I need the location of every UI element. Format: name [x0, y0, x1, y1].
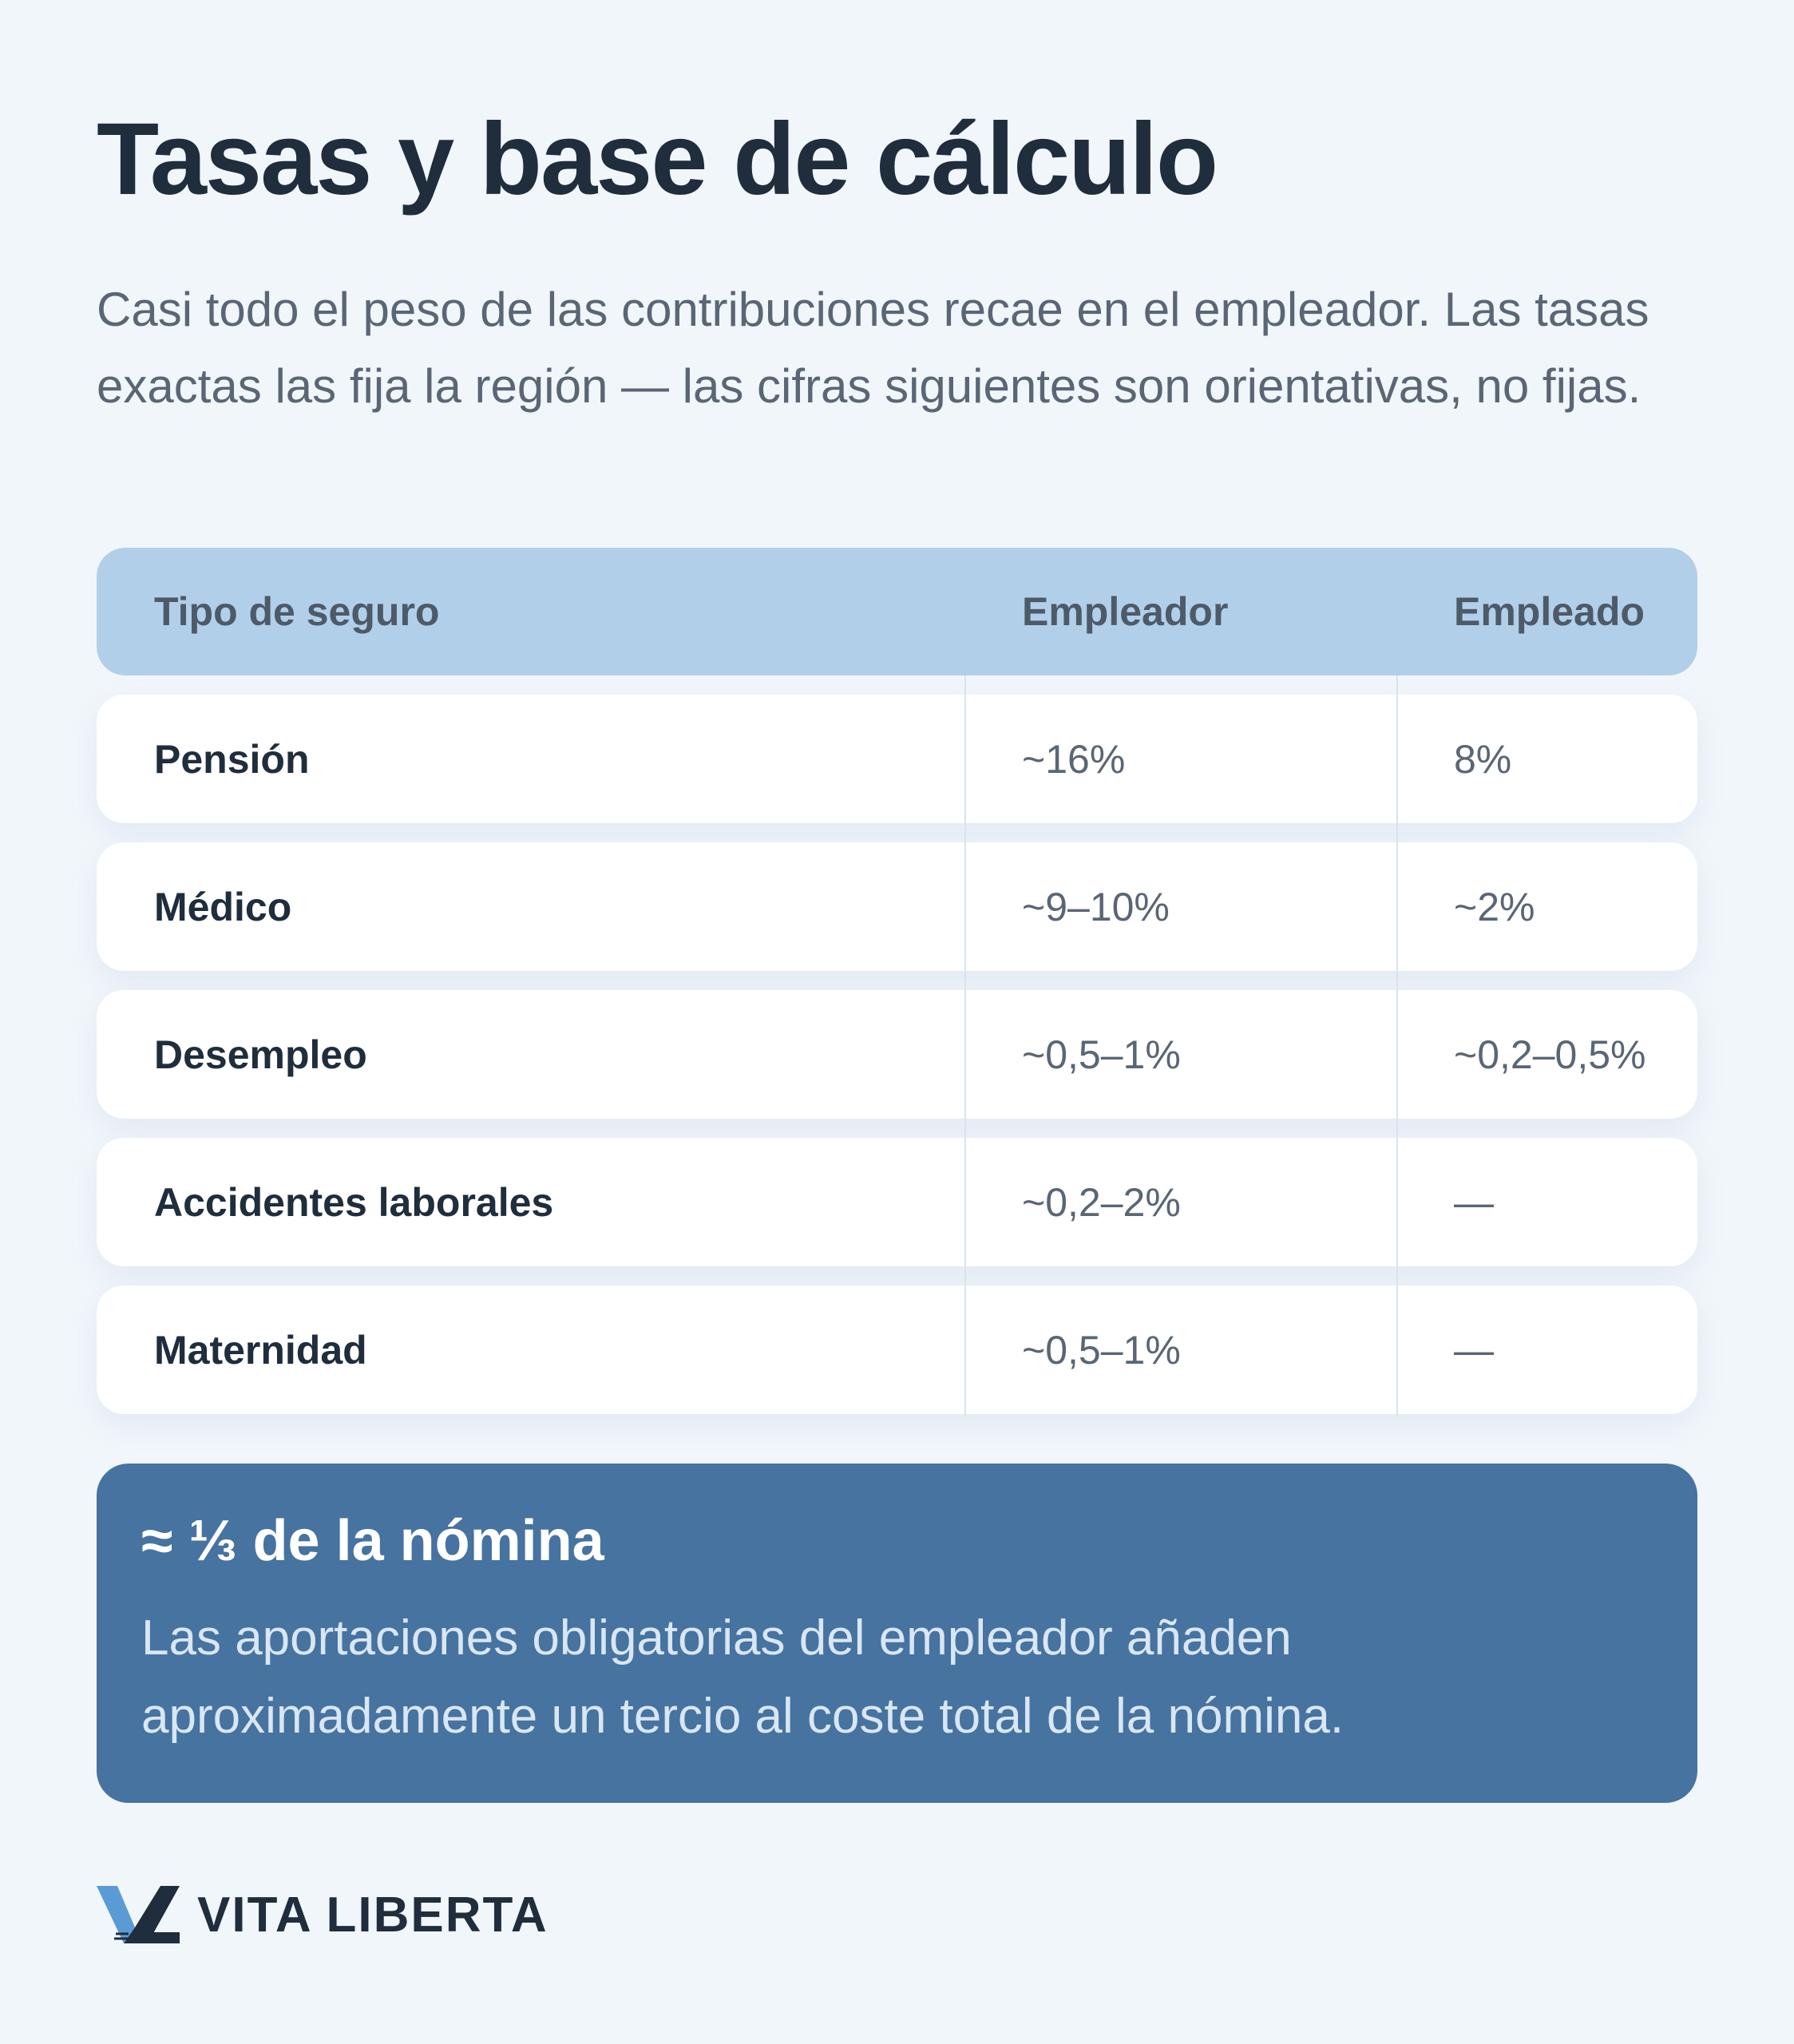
table-row-unemployment [97, 990, 1697, 1119]
employee-rate-cell: ~2% [1454, 884, 1535, 929]
rates-table [97, 548, 1697, 1416]
header-employee: Empleado [1454, 589, 1645, 634]
employee-rate-cell: — [1454, 1327, 1494, 1373]
insurance-type-cell: Médico [154, 884, 292, 929]
callout-title: ≈ ⅓ de la nómina [141, 1509, 604, 1573]
intro-paragraph: Casi todo el peso de las contribuciones recae en el empleador. Las tasas exactas las fija la región — las cifras siguientes son orientativas, no fijas. [97, 283, 1649, 413]
insurance-type-cell: Maternidad [154, 1327, 367, 1373]
vita-liberta-logo-icon [97, 1883, 180, 1947]
employer-rate-cell: ~9–10% [1022, 884, 1170, 929]
table-row-work-accidents [97, 1138, 1697, 1266]
insurance-type-cell: Accidentes laborales [154, 1179, 554, 1225]
employer-rate-cell: ~0,5–1% [1022, 1327, 1181, 1373]
insurance-type-cell: Pensión [154, 736, 310, 782]
employer-rate-cell: ~0,5–1% [1022, 1032, 1181, 1077]
employer-rate-cell: ~0,2–2% [1022, 1179, 1181, 1225]
employee-rate-cell: — [1454, 1179, 1494, 1225]
employer-rate-cell: ~16% [1022, 736, 1126, 782]
callout-text: Las aportaciones obligatorias del empleador añaden aproximadamente un tercio al coste total de la nómina. [141, 1610, 1345, 1744]
brand-name: VITA LIBERTA [197, 1887, 548, 1943]
insurance-type-cell: Desempleo [154, 1032, 367, 1077]
brand-footer [97, 1883, 548, 1947]
column-divider [964, 675, 966, 1416]
header-insurance-type: Tipo de seguro [154, 589, 440, 634]
column-divider [1396, 675, 1398, 1416]
employee-rate-cell: ~0,2–0,5% [1454, 1032, 1646, 1077]
page-title: Tasas y base de cálculo [97, 102, 1218, 216]
table-row-medical [97, 842, 1697, 971]
table-row-maternity [97, 1285, 1697, 1414]
summary-callout [97, 1464, 1697, 1803]
table-row-pension [97, 695, 1697, 823]
employee-rate-cell: 8% [1454, 736, 1512, 782]
header-employer: Empleador [1022, 589, 1229, 634]
table-header-row [97, 548, 1697, 675]
